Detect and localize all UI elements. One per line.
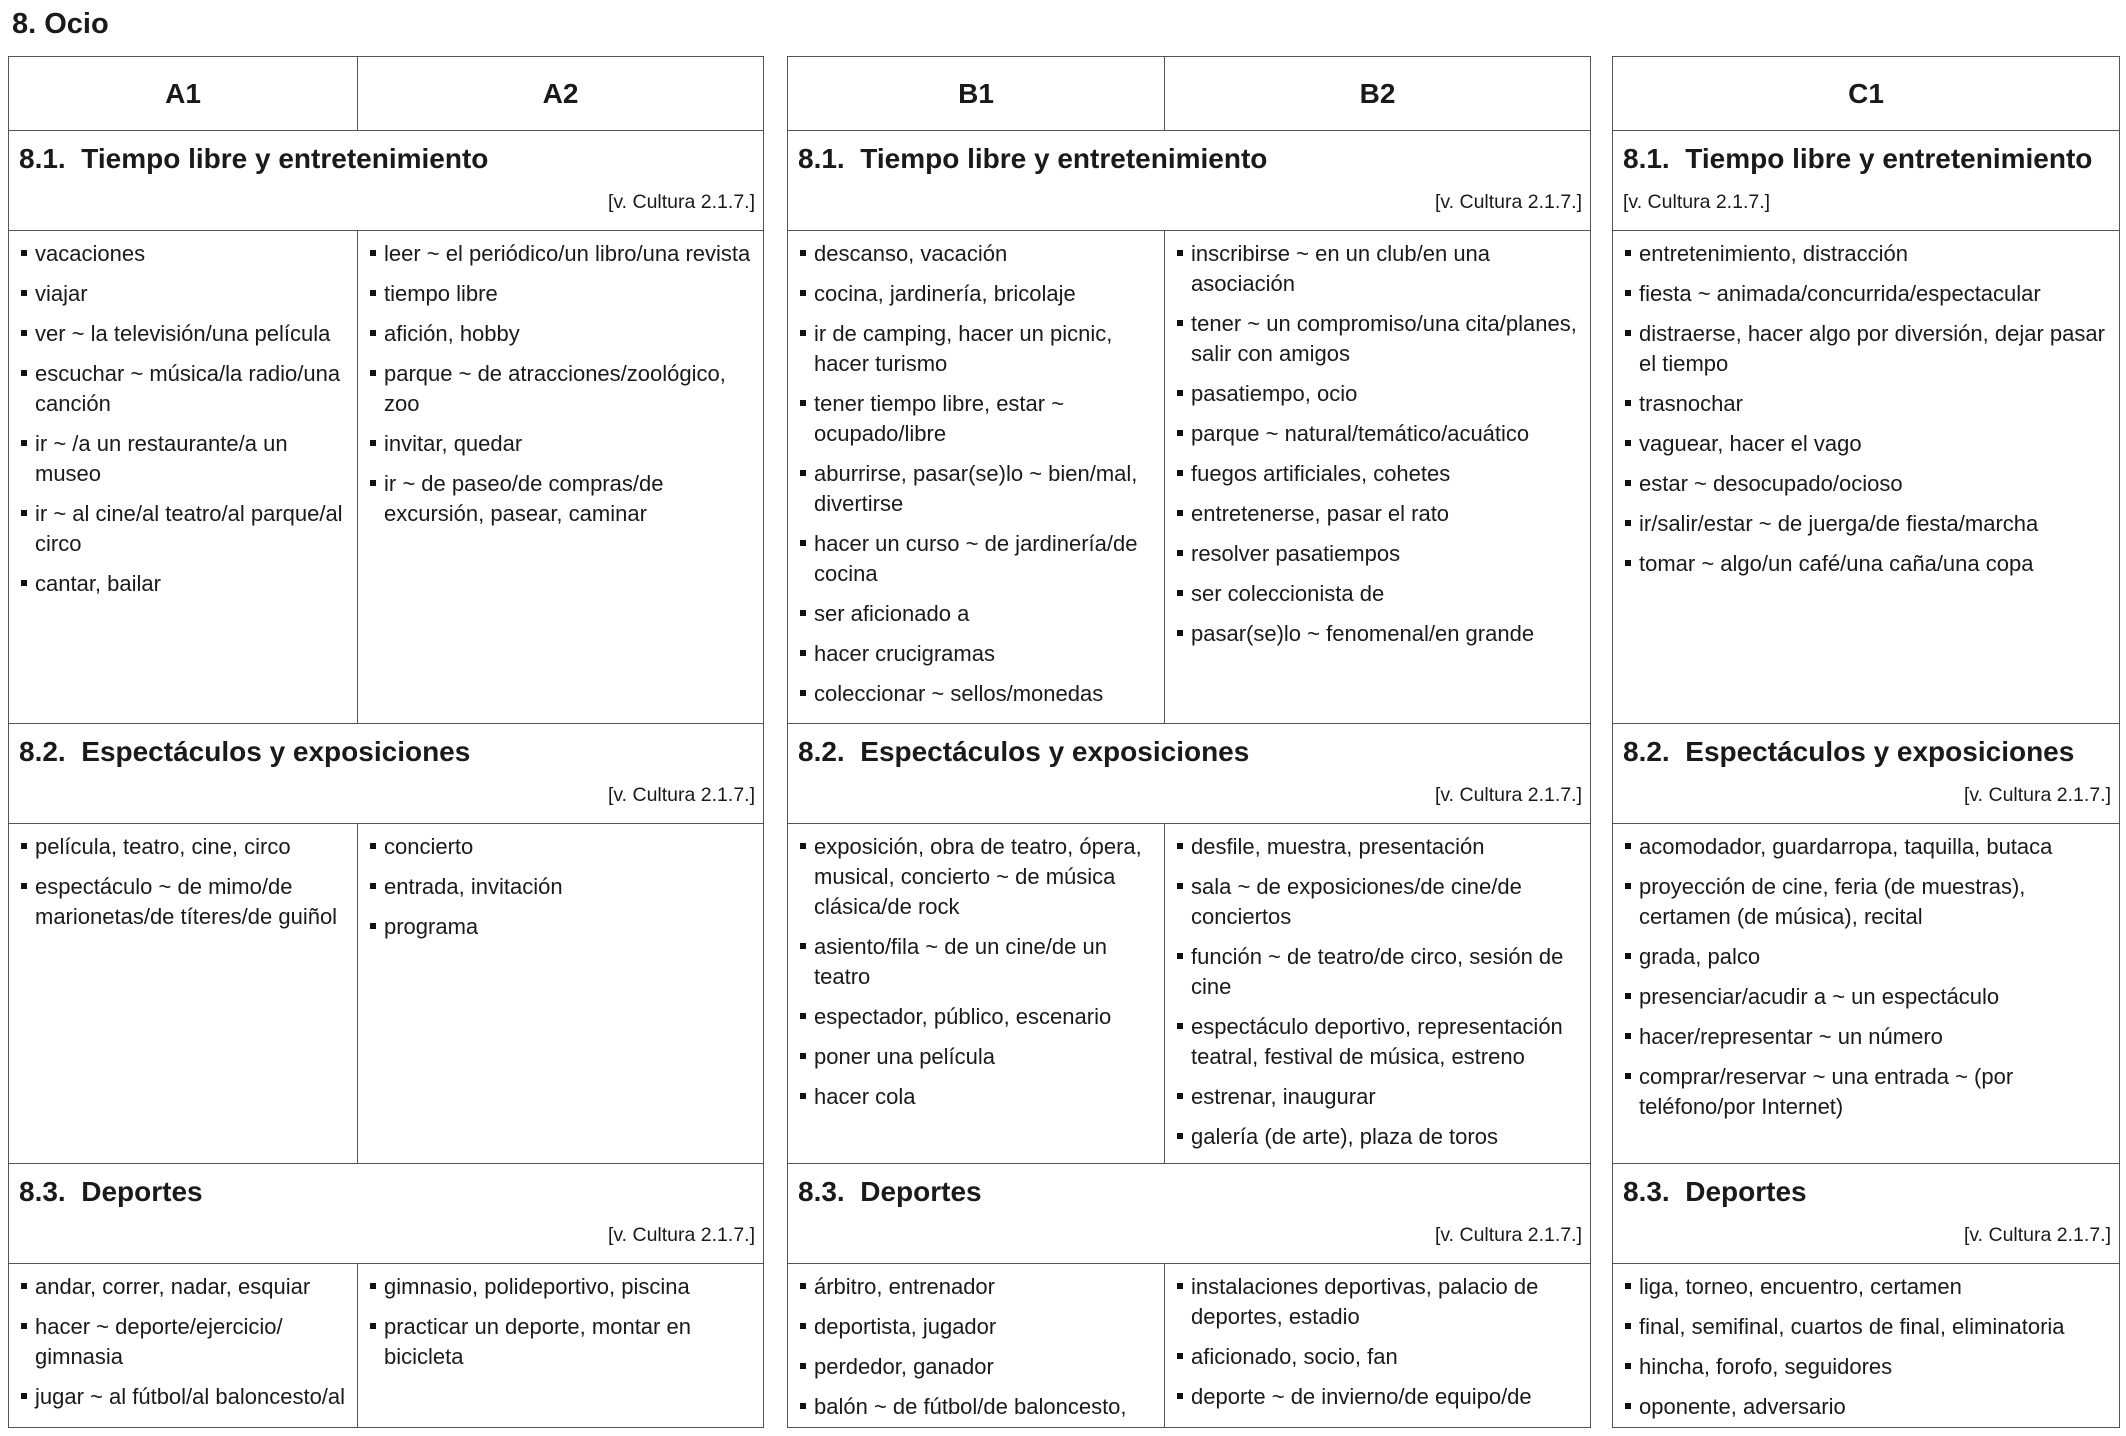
cross-reference: [v. Cultura 2.1.7.] [607,1224,755,1246]
vocabulary-list [1623,832,2111,1122]
section-title: 8.3. Deportes [19,1176,203,1207]
vocabulary-item: jugar ~ al fútbol/al baloncesto/al [19,1382,349,1412]
vocabulary-item: perdedor, ganador [798,1352,1156,1382]
vocabulary-item: hacer/representar ~ un número [1623,1022,2111,1052]
page-title: 8. Ocio [12,8,109,40]
vocabulary-item: ser coleccionista de [1175,579,1582,609]
vocabulary-item: estrenar, inaugurar [1175,1082,1582,1112]
vocabulary-list [19,1272,349,1412]
vocabulary-item: distraerse, hacer algo por diversión, dejar pasar el tiempo [1623,319,2111,379]
vocabulary-cell-a1 [9,231,357,724]
vocabulary-item: ir ~ /a un restaurante/a un museo [19,429,349,489]
vocabulary-item: fiesta ~ animada/concurrida/espectacular [1623,279,2111,309]
vocabulary-item: vacaciones [19,239,349,269]
vocabulary-item: aburrirse, pasar(se)lo ~ bien/mal, divertirse [798,459,1156,519]
vocabulary-item: vaguear, hacer el vago [1623,429,2111,459]
vocabulary-item: comprar/reservar ~ una entrada ~ (por teléfono/por Internet) [1623,1062,2111,1122]
vocabulary-item: presenciar/acudir a ~ un espectáculo [1623,982,2111,1012]
vocabulary-item: resolver pasatiempos [1175,539,1582,569]
section-title: 8.1. Tiempo libre y entretenimiento [19,143,489,174]
vocabulary-item: cantar, bailar [19,569,349,599]
vocabulary-cell-a2 [357,231,763,724]
vocabulary-item: inscribirse ~ en un club/en una asociación [1175,239,1582,299]
vocabulary-item: entrada, invitación [368,872,755,902]
vocabulary-item: cocina, jardinería, bricolaje [798,279,1156,309]
level-header-b2: B2 [1164,57,1590,131]
vocabulary-item: hacer cola [798,1082,1156,1112]
vocabulary-item: trasnochar [1623,389,2111,419]
vocabulary-list [368,832,755,942]
vocabulary-list [798,1272,1156,1422]
vocabulary-item: acomodador, guardarropa, taquilla, butaca [1623,832,2111,862]
vocabulary-item: ir/salir/estar ~ de juerga/de fiesta/marcha [1623,509,2111,539]
vocabulary-item: ir ~ al cine/al teatro/al parque/al circo [19,499,349,559]
vocabulary-item: exposición, obra de teatro, ópera, musical, concierto ~ de música clásica/de rock [798,832,1156,922]
vocabulary-item: practicar un deporte, montar en bicicleta [368,1312,755,1372]
vocabulary-item: oponente, adversario [1623,1392,2111,1422]
vocabulary-cell-b2 [1164,231,1590,724]
section-header-espectaculos [1613,724,2119,824]
level-header-c1: C1 [1613,57,2119,131]
vocabulary-cell-c1 [1613,824,2119,1164]
vocabulary-cell-b1 [788,1264,1164,1427]
vocabulary-item: película, teatro, cine, circo [19,832,349,862]
vocabulary-item: espectáculo deportivo, representación teatral, festival de música, estreno [1175,1012,1582,1072]
cross-reference: [v. Cultura 2.1.7.] [607,191,755,213]
vocabulary-item: hacer crucigramas [798,639,1156,669]
vocabulary-cell-a2 [357,1264,763,1427]
vocabulary-item: ir ~ de paseo/de compras/de excursión, pasear, caminar [368,469,755,529]
level-block-a1-a2 [8,56,764,1428]
vocabulary-item: asiento/fila ~ de un cine/de un teatro [798,932,1156,992]
section-header-espectaculos [788,724,1590,824]
vocabulary-item: invitar, quedar [368,429,755,459]
cross-reference: [v. Cultura 2.1.7.] [1963,1224,2111,1246]
vocabulary-item: concierto [368,832,755,862]
cross-reference: [v. Cultura 2.1.7.] [1434,1224,1582,1246]
level-header-a2: A2 [357,57,763,131]
section-title: 8.1. Tiempo libre y entretenimiento [798,143,1268,174]
vocabulary-item: ir de camping, hacer un picnic, hacer turismo [798,319,1156,379]
section-header-tiempo-libre [1613,131,2119,231]
vocabulary-cell-b2 [1164,824,1590,1164]
vocabulary-item: aficionado, socio, fan [1175,1342,1582,1372]
vocabulary-item: espectador, público, escenario [798,1002,1156,1032]
vocabulary-item: entretenimiento, distracción [1623,239,2111,269]
section-header-tiempo-libre [9,131,763,231]
vocabulary-item: tener ~ un compromiso/una cita/planes, salir con amigos [1175,309,1582,369]
vocabulary-item: deporte ~ de invierno/de equipo/de [1175,1382,1582,1412]
vocabulary-list [19,832,349,932]
cross-reference: [v. Cultura 2.1.7.] [1963,784,2111,806]
vocabulary-cell-a1 [9,1264,357,1427]
section-title: 8.2. Espectáculos y exposiciones [1623,736,2075,767]
section-header-deportes [788,1164,1590,1264]
vocabulary-item: andar, correr, nadar, esquiar [19,1272,349,1302]
vocabulary-item: pasatiempo, ocio [1175,379,1582,409]
vocabulary-cell-a1 [9,824,357,1164]
vocabulary-cell-b2 [1164,1264,1590,1427]
vocabulary-item: balón ~ de fútbol/de baloncesto, [798,1392,1156,1422]
cross-reference: [v. Cultura 2.1.7.] [1623,191,1771,213]
section-title: 8.2. Espectáculos y exposiciones [798,736,1250,767]
vocabulary-item: leer ~ el periódico/un libro/una revista [368,239,755,269]
section-header-deportes [1613,1164,2119,1264]
vocabulary-item: instalaciones deportivas, palacio de deportes, estadio [1175,1272,1582,1332]
vocabulary-item: pasar(se)lo ~ fenomenal/en grande [1175,619,1582,649]
vocabulary-item: hacer ~ deporte/ejercicio/ gimnasia [19,1312,349,1372]
vocabulary-item: gimnasio, polideportivo, piscina [368,1272,755,1302]
vocabulary-item: proyección de cine, feria (de muestras), certamen (de música), recital [1623,872,2111,932]
vocabulary-cell-b1 [788,824,1164,1164]
vocabulary-cell-c1 [1613,1264,2119,1427]
vocabulary-item: hacer un curso ~ de jardinería/de cocina [798,529,1156,589]
vocabulary-list [1623,239,2111,579]
section-header-espectaculos [9,724,763,824]
vocabulary-item: entretenerse, pasar el rato [1175,499,1582,529]
vocabulary-item: programa [368,912,755,942]
level-block-c1 [1612,56,2120,1428]
vocabulary-item: coleccionar ~ sellos/monedas [798,679,1156,709]
cross-reference: [v. Cultura 2.1.7.] [1434,784,1582,806]
vocabulary-item: final, semifinal, cuartos de final, eliminatoria [1623,1312,2111,1342]
vocabulary-item: función ~ de teatro/de circo, sesión de cine [1175,942,1582,1002]
vocabulary-list [368,239,755,529]
vocabulary-item: tomar ~ algo/un café/una caña/una copa [1623,549,2111,579]
vocabulary-list [1175,1272,1582,1412]
section-header-deportes [9,1164,763,1264]
vocabulary-list [19,239,349,599]
vocabulary-item: tiempo libre [368,279,755,309]
vocabulary-list [798,832,1156,1112]
level-header-b1: B1 [788,57,1164,131]
level-header-a1: A1 [9,57,357,131]
section-title: 8.2. Espectáculos y exposiciones [19,736,471,767]
vocabulary-list [1623,1272,2111,1422]
level-block-b1-b2 [787,56,1591,1428]
vocabulary-list [1175,239,1582,649]
vocabulary-list [798,239,1156,709]
vocabulary-item: escuchar ~ música/la radio/una canción [19,359,349,419]
vocabulary-item: sala ~ de exposiciones/de cine/de conciertos [1175,872,1582,932]
section-header-tiempo-libre [788,131,1590,231]
vocabulary-item: parque ~ de atracciones/zoológico, zoo [368,359,755,419]
vocabulary-item: liga, torneo, encuentro, certamen [1623,1272,2111,1302]
vocabulary-item: fuegos artificiales, cohetes [1175,459,1582,489]
vocabulary-list [1175,832,1582,1152]
vocabulary-item: espectáculo ~ de mimo/de marionetas/de títeres/de guiñol [19,872,349,932]
vocabulary-item: grada, palco [1623,942,2111,972]
section-title: 8.3. Deportes [1623,1176,1807,1207]
vocabulary-item: afición, hobby [368,319,755,349]
vocabulary-item: desfile, muestra, presentación [1175,832,1582,862]
vocabulary-item: descanso, vacación [798,239,1156,269]
vocabulary-item: hincha, forofo, seguidores [1623,1352,2111,1382]
vocabulary-item: tener tiempo libre, estar ~ ocupado/libre [798,389,1156,449]
vocabulary-item: ser aficionado a [798,599,1156,629]
vocabulary-cell-a2 [357,824,763,1164]
section-title: 8.1. Tiempo libre y entretenimiento [1623,143,2093,174]
cross-reference: [v. Cultura 2.1.7.] [1434,191,1582,213]
vocabulary-item: árbitro, entrenador [798,1272,1156,1302]
vocabulary-item: viajar [19,279,349,309]
vocabulary-item: deportista, jugador [798,1312,1156,1342]
vocabulary-item: parque ~ natural/temático/acuático [1175,419,1582,449]
cross-reference: [v. Cultura 2.1.7.] [607,784,755,806]
vocabulary-cell-c1 [1613,231,2119,724]
vocabulary-item: poner una película [798,1042,1156,1072]
section-title: 8.3. Deportes [798,1176,982,1207]
vocabulary-list [368,1272,755,1372]
vocabulary-item: estar ~ desocupado/ocioso [1623,469,2111,499]
vocabulary-item: ver ~ la televisión/una película [19,319,349,349]
vocabulary-item: galería (de arte), plaza de toros [1175,1122,1582,1152]
vocabulary-cell-b1 [788,231,1164,724]
